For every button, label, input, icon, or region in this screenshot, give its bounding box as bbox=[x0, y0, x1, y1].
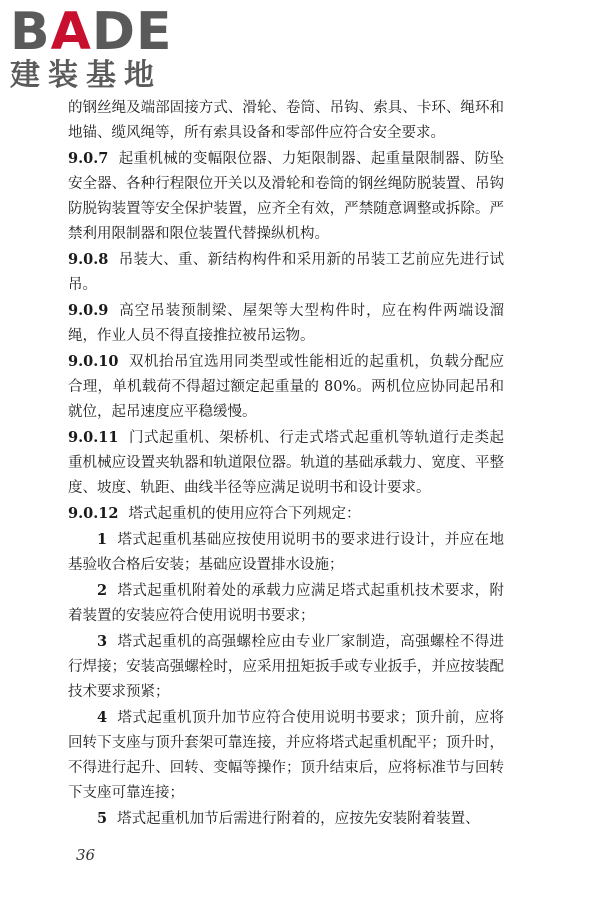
document-body bbox=[68, 96, 504, 832]
paragraph-continuation: 的钢丝绳及端部固接方式、滑轮、卷筒、吊钩、索具、卡环、绳环和地锚、缆风绳等，所有索具设备和零部件应符合安全要求。 bbox=[68, 100, 504, 141]
clause-number: 9.0.11 bbox=[68, 429, 119, 446]
list-item: 3 塔式起重机的高强螺栓应由专业厂家制造，高强螺栓不得进行焊接；安装高强螺栓时，应采用扭矩扳手或专业扳手，并应按装配技术要求预紧； bbox=[68, 633, 504, 700]
clause-9-0-11: 9.0.11 门式起重机、架桥机、行走式塔式起重机等轨道行走类起重机械应设置夹轨器和轨道限位器。轨道的基础承载力、宽度、平整度、坡度、轨距、曲线半径等应满足说明书和设计要求。 bbox=[68, 429, 504, 496]
page-number: 36 bbox=[76, 846, 96, 864]
item-number: 5 bbox=[97, 810, 108, 827]
item-number: 1 bbox=[97, 531, 108, 548]
logo-accent-letter: A bbox=[50, 2, 92, 62]
clause-9-0-10: 9.0.10 双机抬吊宜选用同类型或性能相近的起重机，负载分配应合理，单机载荷不得超过额定起重量的 80%。两机位应协同起吊和就位，起吊速度应平稳缓慢。 bbox=[68, 353, 504, 420]
clause-number: 9.0.10 bbox=[68, 353, 119, 370]
clause-number: 9.0.12 bbox=[68, 505, 119, 522]
logo-subtitle: 建装基地 bbox=[10, 58, 162, 93]
item-number: 3 bbox=[97, 633, 108, 650]
clause-number: 9.0.9 bbox=[68, 302, 109, 319]
list-item: 2 塔式起重机附着处的承载力应满足塔式起重机技术要求，附着装置的安装应符合使用说明书要求； bbox=[68, 582, 504, 624]
bade-logo bbox=[10, 2, 180, 93]
clause-9-0-7: 9.0.7 起重机械的变幅限位器、力矩限制器、起重量限制器、防坠安全器、各种行程限位开关以及滑轮和卷筒的钢丝绳防脱装置、吊钩防脱钩装置等安全保护装置，应齐全有效，严禁随意调整或拆除。严禁利用限制器和限位装置代替操纵机构。 bbox=[68, 150, 504, 242]
list-item: 4 塔式起重机顶升加节应符合使用说明书要求；顶升前，应将回转下支座与顶升套架可靠连接，并应将塔式起重机配平；顶升时，不得进行起升、回转、变幅等操作；顶升结束后，应将标准节与回转下支座可靠连接； bbox=[68, 709, 504, 801]
clause-9-0-8: 9.0.8 吊装大、重、新结构构件和采用新的吊装工艺前应先进行试吊。 bbox=[68, 251, 504, 293]
list-item: 1 塔式起重机基础应按使用说明书的要求进行设计，并应在地基验收合格后安装；基础应设置排水设施； bbox=[68, 531, 504, 573]
logo-wordmark: BADE bbox=[10, 2, 173, 62]
item-number: 2 bbox=[97, 582, 108, 599]
list-item: 5 塔式起重机加节后需进行附着的，应按先安装附着装置、 bbox=[97, 810, 480, 827]
clause-9-0-12: 9.0.12 塔式起重机的使用应符合下列规定： bbox=[68, 505, 361, 522]
clause-number: 9.0.7 bbox=[68, 150, 109, 167]
clause-9-0-9: 9.0.9 高空吊装预制梁、屋架等大型构件时，应在构件两端设溜绳，作业人员不得直接推拉被吊运物。 bbox=[68, 302, 504, 344]
clause-number: 9.0.8 bbox=[68, 251, 109, 268]
item-number: 4 bbox=[97, 709, 108, 726]
